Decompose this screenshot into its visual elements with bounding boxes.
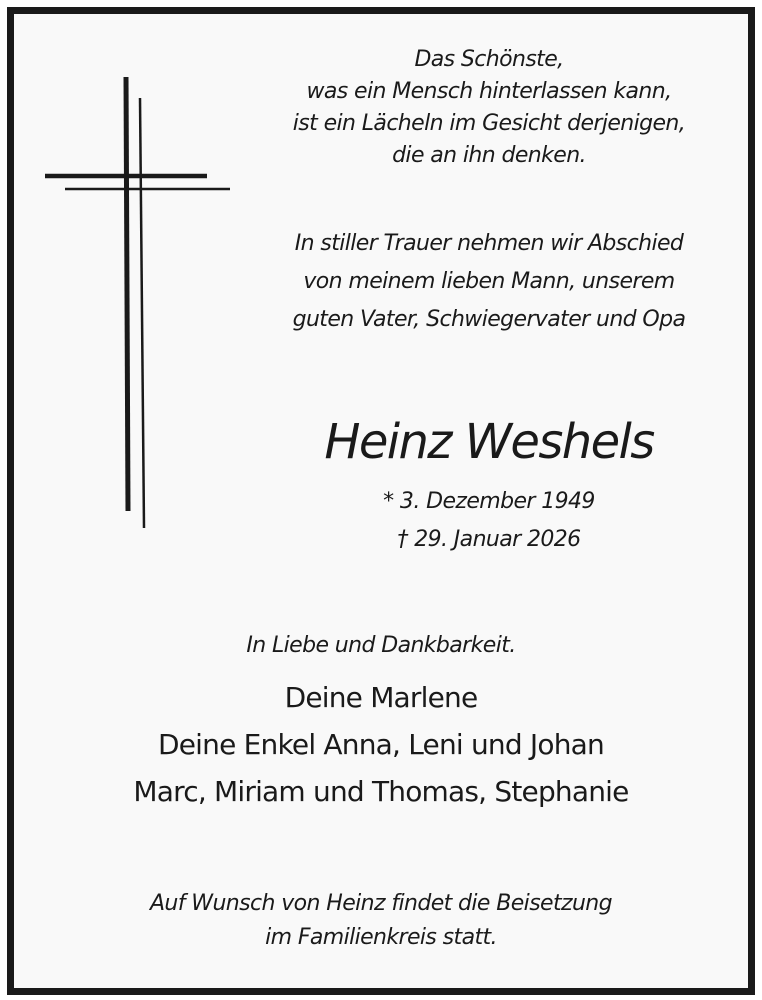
death-date: † 29. Januar 2026 [397,527,581,552]
mourner-line: Deine Marlene [284,681,478,714]
note-line: im Familienkreis statt. [265,925,497,950]
intro-line: von meinem lieben Mann, unserem [303,269,675,294]
intro-line: In stiller Trauer nehmen wir Abschied [294,231,684,256]
mourner-line: Deine Enkel Anna, Leni und Johan [158,728,604,761]
note-line: Auf Wunsch von Heinz findet die Beisetzung [149,891,613,916]
poem-line: ist ein Lächeln im Gesicht derjenigen, [292,111,686,136]
birth-date: * 3. Dezember 1949 [383,489,595,514]
poem-verse [250,44,728,172]
burial-note [0,887,762,955]
mourning-intro [250,225,728,339]
cross-vertical-bar-left [126,77,128,511]
mourner-line: Marc, Miriam und Thomas, Stephanie [133,775,629,808]
cross-vertical-bar-right [140,98,144,528]
deceased-name: Heinz Weshels [324,414,654,470]
intro-line: guten Vater, Schwiegervater und Opa [292,307,686,332]
mourners-list [0,674,762,815]
life-dates [250,483,728,559]
poem-line: was ein Mensch hinterlassen kann, [306,79,672,104]
poem-line: die an ihn denken. [392,143,586,168]
thanks-line: In Liebe und Dankbarkeit. [246,633,516,658]
poem-line: Das Schönste, [414,47,564,72]
